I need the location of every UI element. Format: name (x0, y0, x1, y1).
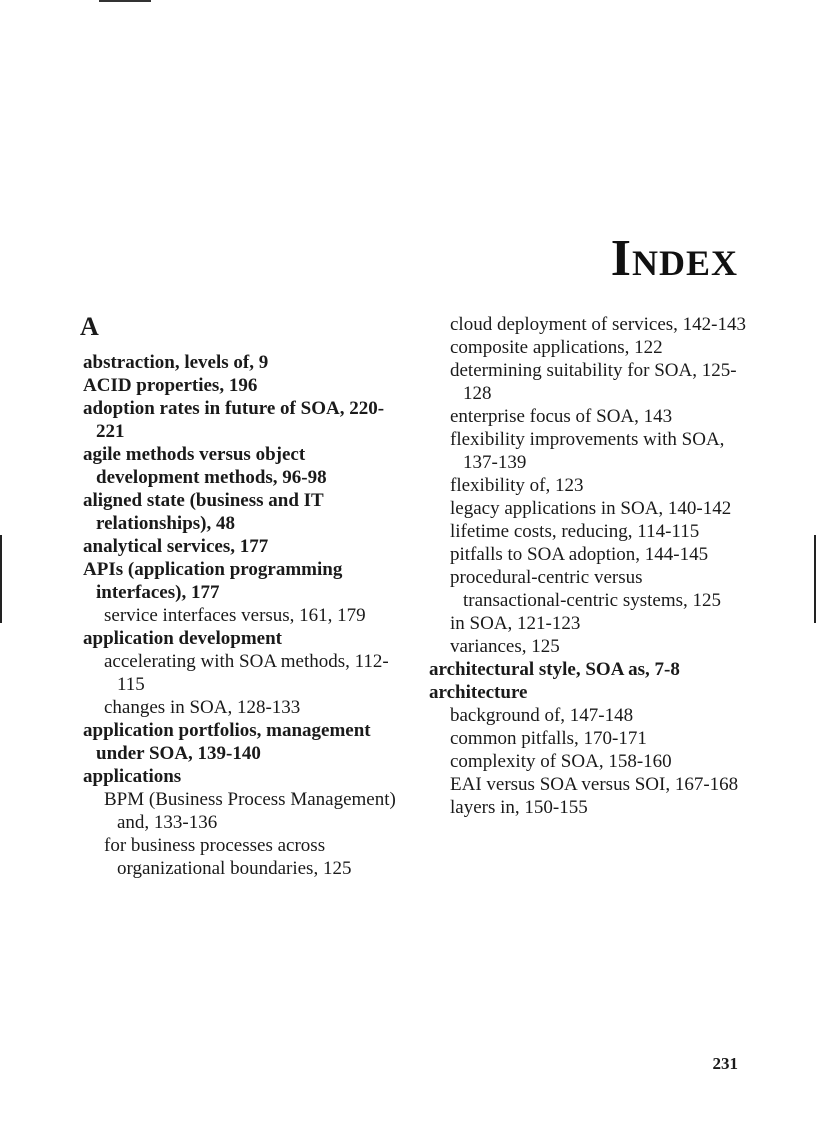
top-rule (99, 0, 151, 2)
section-letter-heading: A (80, 312, 99, 341)
index-entry: abstraction, levels of, 9 (83, 352, 269, 373)
index-entry: architectural style, SOA as, 7-8 (429, 659, 680, 680)
index-subentry: common pitfalls, 170-171 (450, 728, 647, 749)
index-subentry: accelerating with SOA methods, 112-115 (104, 651, 389, 695)
index-subentry: pitfalls to SOA adoption, 144-145 (450, 544, 709, 565)
index-subentry: BPM (Business Process Management) and, 133-136 (104, 789, 396, 833)
index-subentry: determining suitability for SOA, 125-128 (450, 360, 737, 404)
index-subentry: for business processes across organizational boundaries, 125 (104, 835, 352, 879)
index-subentry: EAI versus SOA versus SOI, 167-168 (450, 774, 739, 795)
index-subentry: enterprise focus of SOA, 143 (450, 406, 673, 427)
index-entry: architecture (429, 682, 528, 703)
index-subentry: procedural-centric versus transactional-centric systems, 125 (450, 567, 722, 611)
index-subentry: changes in SOA, 128-133 (104, 697, 301, 718)
index-subentry: flexibility improvements with SOA, 137-139 (450, 429, 725, 473)
index-subentry: lifetime costs, reducing, 114-115 (450, 521, 700, 542)
index-subentry: flexibility of, 123 (450, 475, 584, 496)
index-entry: ACID properties, 196 (83, 375, 258, 396)
index-entry: adoption rates in future of SOA, 220-221 (83, 398, 385, 442)
index-subentry: complexity of SOA, 158-160 (450, 751, 672, 772)
index-entry: analytical services, 177 (83, 536, 269, 557)
index-entry: application development (83, 628, 282, 649)
index-subentry: background of, 147-148 (450, 705, 634, 726)
index-entry: APIs (application programming interfaces), 177 (83, 559, 343, 603)
index-entry: agile methods versus object development methods, 96-98 (83, 444, 327, 488)
index-subentry: in SOA, 121-123 (450, 613, 581, 634)
index-subentry: composite applications, 122 (450, 337, 663, 358)
page-number: 231 (712, 1054, 738, 1073)
index-entry: aligned state (business and IT relationships), 48 (83, 490, 324, 534)
index-subentry: layers in, 150-155 (450, 797, 588, 818)
index-subentry: legacy applications in SOA, 140-142 (450, 498, 732, 519)
page-title: Index (610, 230, 738, 287)
index-subentry: cloud deployment of services, 142-143 (450, 314, 747, 335)
index-column-left (83, 351, 403, 880)
index-subentry: variances, 125 (450, 636, 560, 657)
index-entry: application portfolios, management under SOA, 139-140 (83, 720, 371, 764)
left-edge-mark (0, 535, 2, 623)
index-entry: applications (83, 766, 182, 787)
index-subentry: service interfaces versus, 161, 179 (104, 605, 366, 626)
index-column-right (429, 313, 749, 819)
